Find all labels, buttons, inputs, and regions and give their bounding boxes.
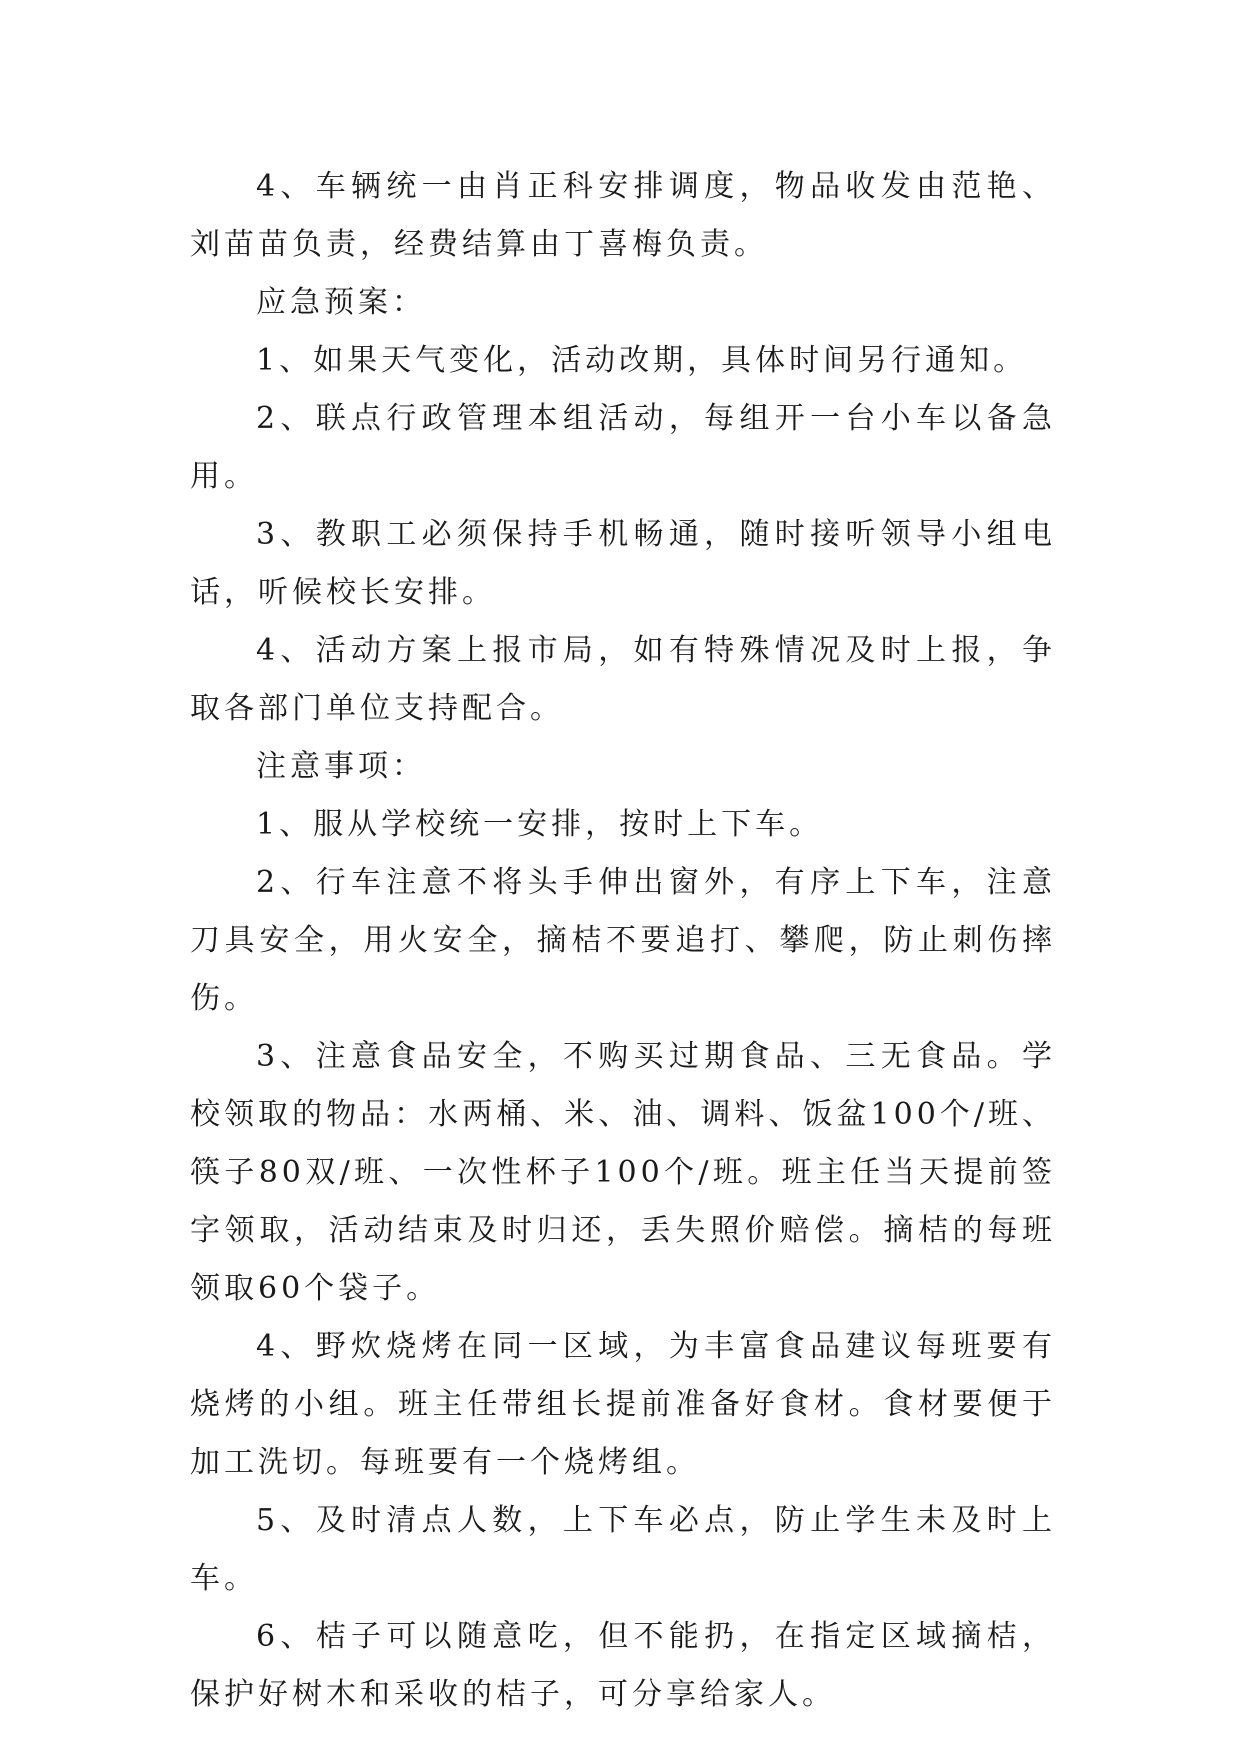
paragraph-precaution-4: 4、野炊烧烤在同一区域，为丰富食品建议每班要有烧烤的小组。班主任带组长提前准备好食材。食材要便于加工洗切。每班要有一个烧烤组。 <box>190 1329 1056 1480</box>
paragraph-emergency-2: 2、联点行政管理本组活动，每组开一台小车以备急用。 <box>190 401 1056 494</box>
paragraph-emergency-1: 1、如果天气变化，活动改期，具体时间另行通知。 <box>256 343 1028 378</box>
paragraph-vehicle-arrangement: 4、车辆统一由肖正科安排调度，物品收发由范艳、刘苗苗负责，经费结算由丁喜梅负责。 <box>190 169 1056 262</box>
paragraph-emergency-3: 3、教职工必须保持手机畅通，随时接听领导小组电话，听候校长安排。 <box>190 517 1056 610</box>
paragraph-precaution-5: 5、及时清点人数，上下车必点，防止学生未及时上车。 <box>190 1503 1056 1596</box>
heading-emergency-plan: 应急预案： <box>256 285 426 320</box>
paragraph-precaution-2: 2、行车注意不将头手伸出窗外，有序上下车，注意刀具安全，用火安全，摘桔不要追打、攀爬，防止刺伤摔伤。 <box>190 865 1056 1016</box>
paragraph-precaution-1: 1、服从学校统一安排，按时上下车。 <box>256 807 824 842</box>
paragraph-emergency-4: 4、活动方案上报市局，如有特殊情况及时上报，争取各部门单位支持配合。 <box>190 633 1056 726</box>
heading-precautions: 注意事项： <box>256 749 426 784</box>
paragraph-precaution-6: 6、桔子可以随意吃，但不能扔，在指定区域摘桔，保护好树木和采收的桔子，可分享给家人。 <box>190 1619 1056 1712</box>
paragraph-precaution-3: 3、注意食品安全，不购买过期食品、三无食品。学校领取的物品：水两桶、米、油、调料、饭盆100个/班、筷子80双/班、一次性杯子100个/班。班主任当天提前签字领取，活动结束及时归还，丢失照价赔偿。摘桔的每班领取60个袋子。 <box>190 1039 1056 1306</box>
document-body <box>190 158 1056 1724</box>
